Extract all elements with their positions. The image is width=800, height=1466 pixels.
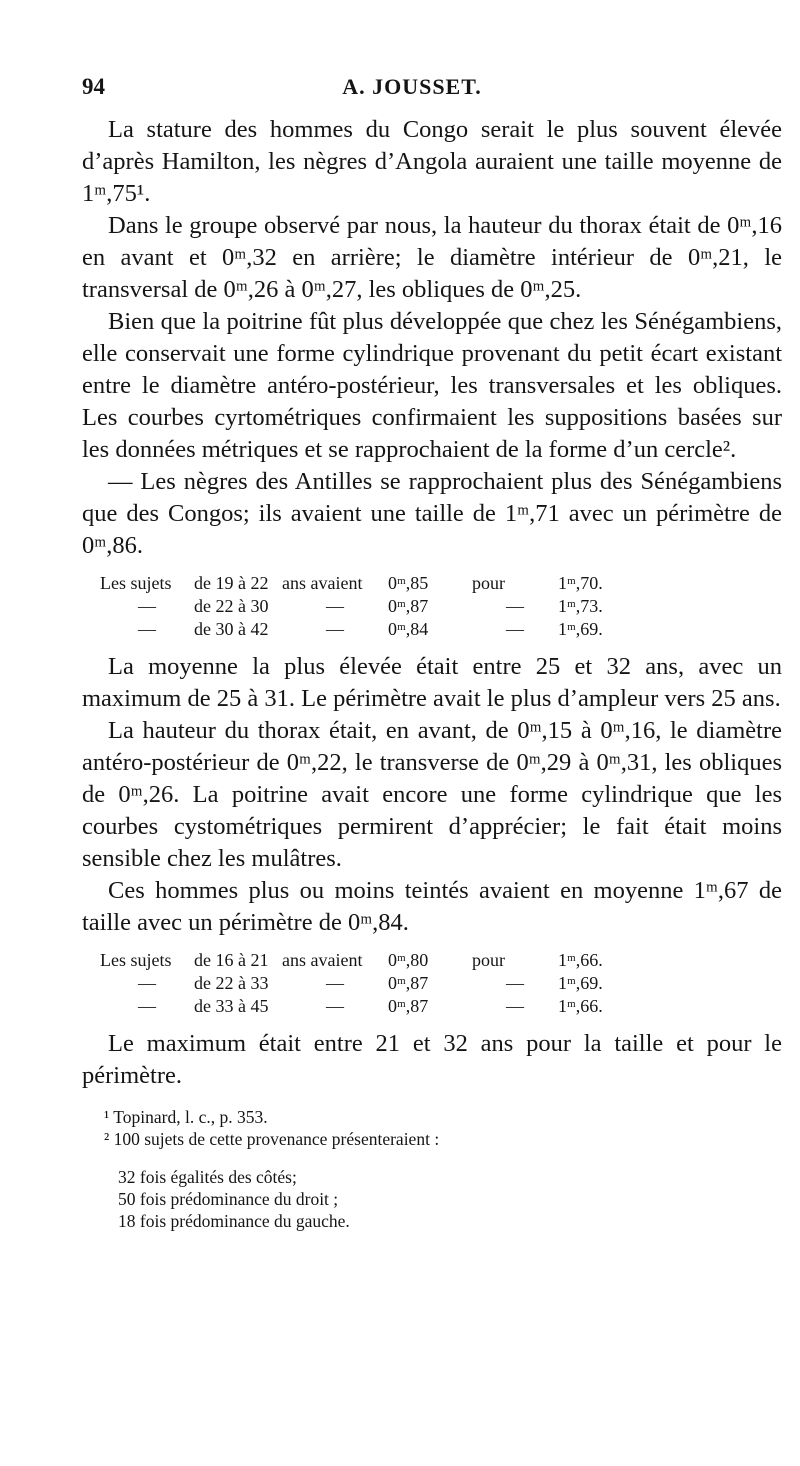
table-cell: — (138, 973, 156, 993)
table-cell: 0ᵐ,87 (388, 996, 429, 1016)
table-cell: de 16 à 21 (194, 950, 269, 970)
list-item: 32 fois égalités des côtés; (118, 1167, 297, 1187)
paragraph-congo-stature: La stature des hommes du Congo serait le plus souvent élevée d’après Hamilton, les nègres d’Angola auraient une taille moyenne de 1ᵐ,75¹. (82, 116, 782, 207)
table-row (82, 595, 782, 618)
table-cell: pour (472, 573, 505, 593)
age-table-antilles (82, 572, 782, 641)
table-cell: — (138, 619, 156, 639)
table-cell: — (506, 973, 524, 993)
table-cell: pour (472, 950, 505, 970)
table-cell: 0ᵐ,80 (388, 950, 429, 970)
table-cell: 0ᵐ,87 (388, 973, 429, 993)
table-cell: 1ᵐ,73. (558, 596, 603, 616)
table-cell: 0ᵐ,85 (388, 573, 429, 593)
table-row (82, 995, 782, 1018)
table-cell: — (326, 996, 344, 1016)
page-number: 94 (82, 74, 105, 99)
list-item: 50 fois prédominance du droit ; (118, 1189, 339, 1209)
table-cell: de 19 à 22 (194, 573, 269, 593)
paragraph-age-maximum: La moyenne la plus élevée était entre 25 et 32 ans, avec un maximum de 25 à 31. Le périmètre avait le plus d’ampleur vers 25 ans. (82, 653, 782, 712)
table-cell: de 33 à 45 (194, 996, 269, 1016)
table-cell: — (506, 996, 524, 1016)
table-cell: 0ᵐ,87 (388, 596, 429, 616)
table-cell: de 30 à 42 (194, 619, 269, 639)
table-cell: — (326, 619, 344, 639)
table-cell: de 22 à 30 (194, 596, 269, 616)
body-text (82, 114, 782, 1232)
table-cell: 1ᵐ,66. (558, 996, 603, 1016)
table-cell: — (138, 996, 156, 1016)
table-cell: 1ᵐ,66. (558, 950, 603, 970)
table-row (82, 618, 782, 641)
table-cell: — (326, 596, 344, 616)
running-title: A. JOUSSET. (342, 74, 482, 99)
table-cell: 0ᵐ,84 (388, 619, 429, 639)
list-item: 18 fois prédominance du gauche. (118, 1211, 350, 1231)
table-cell: ans avaient (282, 573, 363, 593)
table-cell: — (326, 973, 344, 993)
footnotes (82, 1106, 782, 1232)
footnote-list (82, 1166, 782, 1232)
paragraph-chest-shape: Bien que la poitrine fût plus développée que chez les Sénégambiens, elle conservait une forme cylindrique provenant du petit écart existant entre le diamètre antéro-postérieur, les transversales et les obliques. Les courbes cyrtométriques confirmaient les suppositions basées sur les données métriques et se rapprochaient de la forme d’un cercle². (82, 308, 782, 463)
paragraph-antilles: — Les nègres des Antilles se rapprochaient plus des Sénégambiens que des Congos; ils avaient une taille de 1ᵐ,71 avec un périmètre de 0ᵐ,86. (82, 468, 782, 559)
paragraph-tinted-men: Ces hommes plus ou moins teintés avaient en moyenne 1ᵐ,67 de taille avec un périmètre de 0ᵐ,84. (82, 877, 782, 936)
table-cell: — (506, 596, 524, 616)
table-cell: — (138, 596, 156, 616)
page-header (82, 74, 742, 110)
table-cell: 1ᵐ,69. (558, 973, 603, 993)
table-row (82, 572, 782, 595)
table-row (82, 972, 782, 995)
paragraph-maximum-size: Le maximum était entre 21 et 32 ans pour la taille et pour le périmètre. (82, 1030, 782, 1089)
table-cell: 1ᵐ,69. (558, 619, 603, 639)
table-cell: — (506, 619, 524, 639)
age-table-mulattoes (82, 949, 782, 1018)
table-cell: Les sujets (100, 950, 172, 970)
table-row (82, 949, 782, 972)
footnote-2: ² 100 sujets de cette provenance présenteraient : (104, 1129, 440, 1149)
paragraph-thorax-measures: Dans le groupe observé par nous, la hauteur du thorax était de 0ᵐ,16 en avant et 0ᵐ,32 en arrière; le diamètre intérieur de 0ᵐ,21, le transversal de 0ᵐ,26 à 0ᵐ,27, les obliques de 0ᵐ,25. (82, 212, 782, 303)
table-cell: 1ᵐ,70. (558, 573, 603, 593)
table-cell: de 22 à 33 (194, 973, 269, 993)
footnote-1: ¹ Topinard, l. c., p. 353. (104, 1107, 268, 1127)
table-cell: Les sujets (100, 573, 172, 593)
paragraph-thorax-antilles: La hauteur du thorax était, en avant, de 0ᵐ,15 à 0ᵐ,16, le diamètre antéro-postérieur de 0ᵐ,22, le transverse de 0ᵐ,29 à 0ᵐ,31, les obliques de 0ᵐ,26. La poitrine avait encore une forme cylindrique que les courbes cystométriques permirent d’apprécier; le fait était moins sensible chez les mulâtres. (82, 717, 782, 872)
table-cell: ans avaient (282, 950, 363, 970)
